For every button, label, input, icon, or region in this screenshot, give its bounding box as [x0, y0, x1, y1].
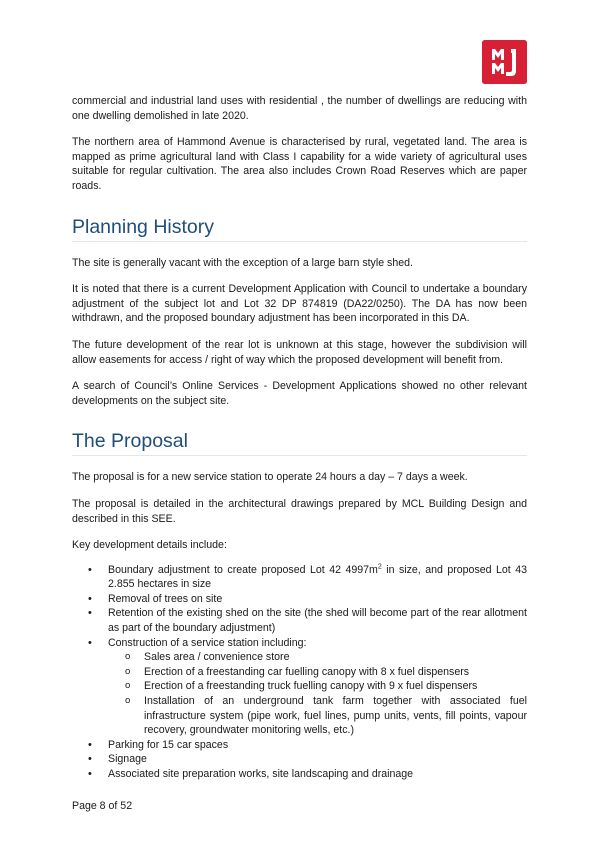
list-item-text: in size, and proposed Lot 43 2.855 hectares in size — [108, 563, 527, 591]
list-item — [72, 636, 527, 738]
planning-history-paragraph: The future development of the rear lot is unknown at this stage, however the subdivision will allow easements for access / right of way which the proposed development will benefit from. — [72, 338, 527, 366]
intro-paragraph-2: The northern area of Hammond Avenue is characterised by rural, vegetated land. The area is mapped as prime agricultural land with Class I capability for a wide variety of agricultural uses suitable for regular cultivation. The area also includes Crown Road Reserves which are paper roads. — [72, 136, 527, 192]
sub-list-item: o Installation of an underground tank farm together with associated fuel infrastructure system (pipe work, fuel lines, pump units, vents, fill points, vapour recovery, groundwater monitoring wells, etc.) — [108, 694, 527, 738]
superscript: 2 — [377, 563, 382, 571]
list-item-text: Construction of a service station including: — [108, 636, 307, 649]
list-item: • Associated site preparation works, site landscaping and drainage — [72, 767, 527, 782]
intro-paragraph-1: commercial and industrial land uses with residential , the number of dwellings are reducing with one dwelling demolished in late 2020. — [72, 95, 527, 122]
list-item: • Parking for 15 car spaces — [72, 738, 527, 753]
planning-history-paragraph: The site is generally vacant with the exception of a large barn style shed. — [72, 256, 413, 269]
list-item: • Removal of trees on site — [72, 592, 527, 607]
list-item: • Signage — [72, 752, 527, 767]
page-content — [72, 94, 527, 782]
service-station-sublist — [108, 650, 527, 738]
proposal-heading: The Proposal — [72, 430, 527, 456]
planning-history-heading: Planning History — [72, 216, 527, 242]
list-item: • Retention of the existing shed on the site (the shed will become part of the rear allotment as part of the boundary adjustment) — [72, 606, 527, 635]
proposal-paragraph: The proposal is detailed in the architectural drawings prepared by MCL Building Design and described in this SEE. — [72, 497, 527, 525]
planning-history-paragraph: It is noted that there is a current Development Application with Council to undertake a boundary adjustment of the subject lot and Lot 32 DP 874819 (DA22/0250). The DA has now been withdrawn, and the proposed boundary adjustment has been incorporated in this DA. — [72, 283, 527, 325]
sub-list-item: o Erection of a freestanding truck fuelling canopy with 9 x fuel dispensers — [108, 679, 527, 694]
proposal-paragraph: The proposal is for a new service station to operate 24 hours a day – 7 days a week. — [72, 471, 468, 484]
key-details-list — [72, 563, 527, 782]
sub-list-item: o Erection of a freestanding car fuelling canopy with 8 x fuel dispensers — [108, 665, 527, 680]
planning-history-paragraph: A search of Council’s Online Services - Development Applications showed no other relevant developments on the subject site. — [72, 380, 527, 407]
page-number: Page 8 of 52 — [72, 800, 133, 812]
list-item-text: Boundary adjustment to create proposed Lot 42 4997m — [108, 563, 378, 576]
mmj-logo-mark — [482, 40, 527, 84]
list-item — [72, 563, 527, 592]
proposal-paragraph: Key development details include: — [72, 539, 227, 552]
sub-list-item: o Sales area / convenience store — [108, 650, 527, 665]
company-logo — [482, 40, 527, 84]
